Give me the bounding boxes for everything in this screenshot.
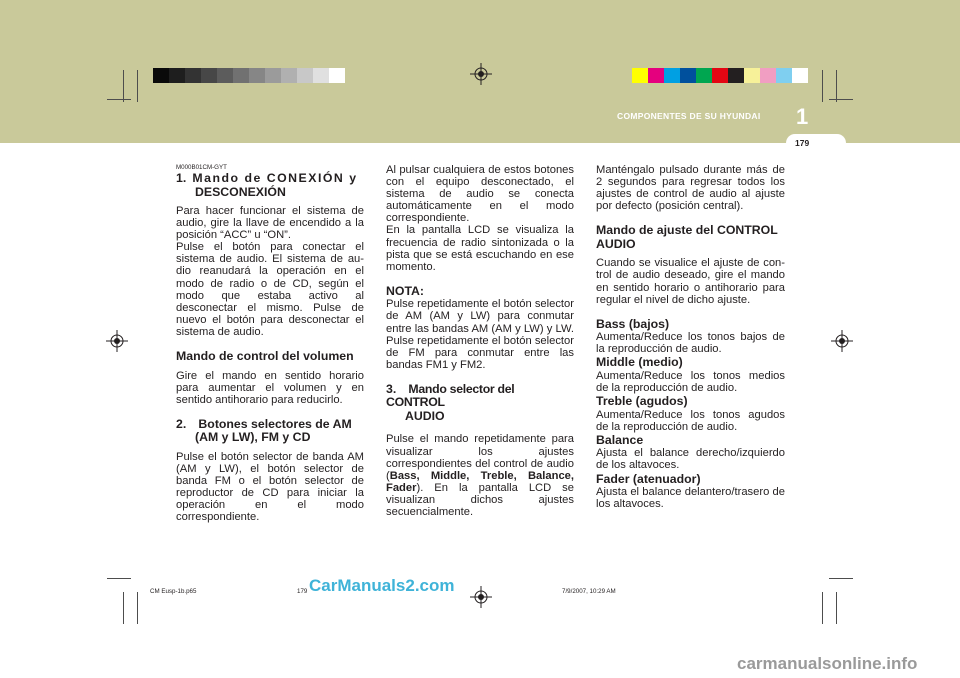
color-swatch — [169, 68, 185, 83]
color-swatch — [792, 68, 808, 83]
subheading-volume: Mando de control del volumen — [176, 349, 354, 364]
color-swatch — [249, 68, 265, 83]
subheading-audio-control: Mando de ajuste del CONTROL AUDIO — [596, 223, 778, 251]
paragraph — [386, 433, 574, 518]
color-swatch — [728, 68, 744, 83]
color-swatch — [217, 68, 233, 83]
paragraph: Cuando se visualice el ajuste de con-trol de audio deseado, gire el mando en sentido horario o antihorario para regular el nivel de dicho ajuste. — [596, 257, 785, 306]
color-swatch — [760, 68, 776, 83]
page-number: 179 — [795, 138, 810, 148]
paragraph: Ajusta el balance derecho/izquierdo de los altavoces. — [596, 447, 785, 472]
heading-line-1: Botones selectores de AM — [198, 416, 352, 431]
watermark-link[interactable]: CarManuals2.com — [309, 576, 455, 595]
color-swatch — [153, 68, 169, 83]
paragraph: Aumenta/Reduce los tonos medios de la reproducción de audio. — [596, 369, 785, 395]
paragraph: En la pantalla LCD se visualiza la frecuencia de radio sintonizada o la pista que se está escuchando en ese momento. — [386, 224, 574, 273]
paragraph: Al pulsar cualquiera de estos botones con el equipo desconectado, el sistema de audio se conecta automáticamente en el modo correspondiente. — [386, 164, 574, 225]
heading-line-2: (AM y LW), FM y CD — [195, 430, 311, 445]
section-heading-1 — [176, 172, 364, 199]
subheading-fader: Fader (atenuador) — [596, 471, 701, 486]
paragraph: Ajusta el balance delantero/trasero de los altavoces. — [596, 486, 785, 511]
paragraph: Gire el mando en sentido horario para aumentar el volumen y en sentido antihorario para reducirlo. — [176, 369, 364, 406]
section-code: M000B01CM-GYT — [176, 164, 227, 171]
color-swatch — [664, 68, 680, 83]
crop-mark — [829, 578, 853, 579]
color-calibration-bar-grayscale — [153, 68, 345, 83]
registration-mark-icon — [470, 586, 492, 608]
footer-page: 179 — [297, 588, 308, 595]
heading-line-2: AUDIO — [405, 408, 445, 423]
subheading-bass: Bass (bajos) — [596, 316, 670, 331]
crop-mark — [107, 99, 131, 100]
heading-number: 1. — [176, 171, 187, 185]
footer-datetime: 7/9/2007, 10:29 AM — [562, 588, 616, 595]
crop-mark — [829, 99, 853, 100]
watermark-link[interactable]: carmanualsonline.info — [737, 654, 918, 673]
chapter-title: COMPONENTES DE SU HYUNDAI — [617, 111, 761, 121]
subheading-middle: Middle (medio) — [596, 355, 683, 370]
subheading-balance: Balance — [596, 432, 644, 447]
text-column-2 — [386, 164, 574, 518]
color-swatch — [744, 68, 760, 83]
color-swatch — [201, 68, 217, 83]
heading-number: 3. — [386, 381, 397, 396]
heading-number: 2. — [176, 416, 187, 431]
registration-mark-icon — [470, 63, 492, 85]
heading-line-1: Mando selector del CONTROL — [386, 381, 515, 410]
crop-mark — [123, 592, 124, 624]
color-swatch — [776, 68, 792, 83]
color-swatch — [632, 68, 648, 83]
color-swatch — [313, 68, 329, 83]
text-column-3 — [596, 164, 785, 510]
paragraph: Pulse el botón para conectar el sistema de audio. El sistema de au-dio reanudará la operación en el modo de radio o de CD, según el modo que estaba activo al desconectar el mismo. Pulse de nuevo el botón para desconectar el sistema de audio. — [176, 241, 364, 338]
color-calibration-bar-color — [632, 68, 808, 83]
paragraph-bold-part: Bass, Middle, Treble, Balance, Fader — [386, 469, 574, 494]
paragraph-part: ). En la pantalla LCD se visualizan dichos ajustes secuencialmente. — [386, 481, 574, 518]
crop-mark — [137, 592, 138, 624]
crop-mark — [836, 592, 837, 624]
color-swatch — [680, 68, 696, 83]
color-swatch — [185, 68, 201, 83]
color-swatch — [297, 68, 313, 83]
color-swatch — [712, 68, 728, 83]
paragraph: Aumenta/Reduce los tonos agudos de la reproducción de audio. — [596, 408, 785, 433]
color-swatch — [696, 68, 712, 83]
registration-mark-icon — [831, 330, 853, 352]
crop-mark — [836, 70, 837, 102]
footer-filename: CM Eusp-1b.p65 — [150, 588, 197, 595]
text-column-1 — [176, 164, 364, 523]
chapter-number: 1 — [796, 104, 809, 129]
crop-mark — [107, 578, 131, 579]
paragraph: Pulse el botón selector de banda AM (AM y LW), el botón selector de banda FM o el botón selector de reproductor de CD para iniciar la operación en el modo correspondiente. — [176, 450, 364, 524]
color-swatch — [265, 68, 281, 83]
color-swatch — [281, 68, 297, 83]
paragraph: Manténgalo pulsado durante más de 2 segundos para regresar todos los ajustes de control de audio al ajuste por defecto (posición central). — [596, 164, 785, 213]
paragraph-part: Pulse el mando repetidamente para visualizar los ajustes correspondientes del control de audio ( — [386, 433, 574, 482]
paragraph: Aumenta/Reduce los tonos bajos de la reproducción de audio. — [596, 331, 785, 356]
registration-mark-icon — [106, 330, 128, 352]
subheading-treble: Treble (agudos) — [596, 394, 688, 409]
crop-mark — [123, 70, 124, 102]
heading-line-1: Mando de CONEXIÓN y — [192, 171, 358, 185]
color-swatch — [233, 68, 249, 83]
color-swatch — [329, 68, 345, 83]
section-heading-3 — [386, 383, 574, 424]
crop-mark — [822, 592, 823, 624]
paragraph: Para hacer funcionar el sistema de audio, gire la llave de encendido a la posición “ACC” u “ON”. — [176, 205, 364, 242]
note-label: NOTA: — [386, 283, 425, 298]
crop-mark — [822, 70, 823, 102]
crop-mark — [137, 70, 138, 102]
heading-line-2: DESCONEXIÓN — [195, 184, 286, 199]
paragraph: Pulse repetidamente el botón selector de AM (AM y LW) para conmutar entre las bandas AM (AM y LW) y LW. Pulse repetidamente el botón selector de FM para conmutar entre las bandas FM1 y FM2. — [386, 298, 574, 371]
color-swatch — [648, 68, 664, 83]
section-heading-2 — [176, 418, 364, 445]
